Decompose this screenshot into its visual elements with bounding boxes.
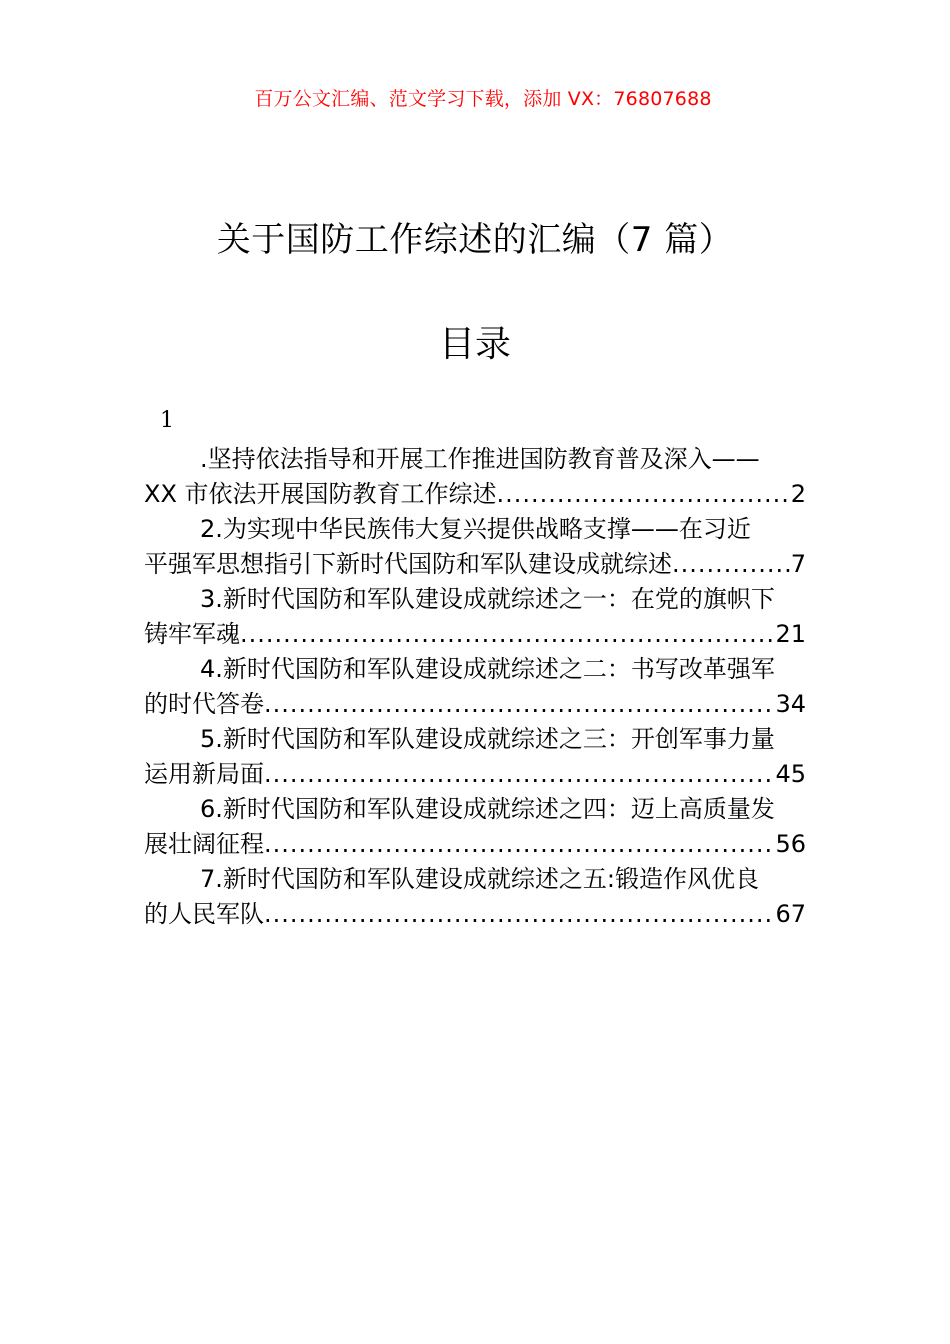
toc-entry-2[interactable] [144,512,806,582]
header-note: 百万公文汇编、范文学习下载，添加 VX：76807688 [254,88,712,110]
toc-entry-4[interactable] [144,652,806,722]
toc-entry-title: 4.新时代国防和军队建设成就综述之二：书写改革强军 [200,655,775,683]
toc-entry-3[interactable] [144,582,806,652]
toc-entry-title-continued: 的时代答卷 [144,690,264,718]
toc-entry-page: 7 [790,550,806,578]
toc-entry-title: 5.新时代国防和军队建设成就综述之三：开创军事力量 [200,725,775,753]
toc-entry-title-continued: 运用新局面 [144,760,264,788]
toc-entry-7[interactable] [144,862,806,932]
toc-entry-title-continued: 铸牢军魂 [144,620,240,648]
dot-leader [497,476,791,512]
dot-leader [240,616,775,652]
toc-entry-page: 2 [790,480,806,508]
toc-entry-page: 67 [775,900,806,928]
dot-leader [264,896,775,932]
toc-entry-title-continued: 展壮阔征程 [144,830,264,858]
toc-heading: 目录 [438,324,511,365]
toc-entry-page: 21 [775,620,806,648]
dot-leader [672,546,791,582]
toc-entry-title: 6.新时代国防和军队建设成就综述之四：迈上高质量发 [200,795,775,823]
document-title: 关于国防工作综述的汇编（7 篇） [216,220,734,260]
toc-entry-page: 45 [775,760,806,788]
toc-entry-page: 56 [775,830,806,858]
dot-leader [264,686,775,722]
toc-entry-title-continued: 平强军思想指引下新时代国防和军队建设成就综述 [144,550,672,578]
toc-entry-page: 34 [775,690,806,718]
toc-entry-6[interactable] [144,792,806,862]
toc-entry-title: 3.新时代国防和军队建设成就综述之一：在党的旗帜下 [200,585,775,613]
toc-entry-title-continued: 的人民军队 [144,900,264,928]
dot-leader [264,826,775,862]
stray-number: 1 [160,408,174,433]
toc-entry-title: 7.新时代国防和军队建设成就综述之五:锻造作风优良 [200,865,759,893]
toc-entry-1[interactable] [144,442,806,512]
toc-entry-title-continued: XX 市依法开展国防教育工作综述 [144,480,497,508]
toc-entry-title: .坚持依法指导和开展工作推进国防教育普及深入—— [200,445,760,473]
toc-entry-5[interactable] [144,722,806,792]
toc-entry-title: 2.为实现中华民族伟大复兴提供战略支撑——在习近 [200,515,751,543]
dot-leader [264,756,775,792]
